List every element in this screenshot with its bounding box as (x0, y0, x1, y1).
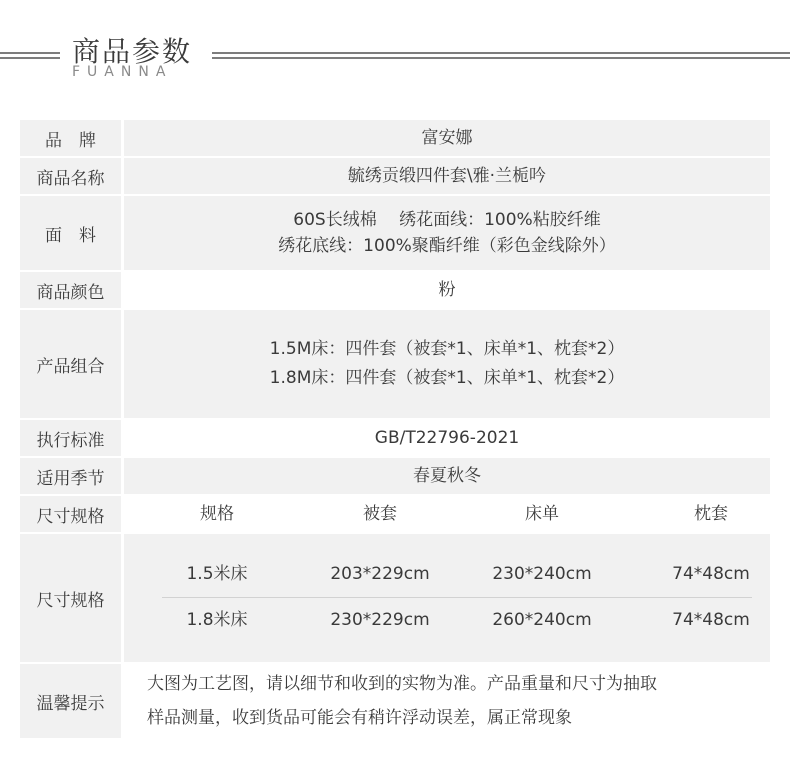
size-cell: 230*229cm (330, 610, 430, 630)
row-label: 温馨提示 (20, 664, 121, 738)
header-rule (212, 57, 790, 59)
row-value (124, 310, 770, 418)
tips-line: 大图为工艺图，请以细节和收到的实物为准。产品重量和尺寸为抽取 (147, 674, 657, 694)
row-label: 面 料 (20, 196, 121, 270)
row-standard (20, 420, 770, 456)
header-rule (0, 52, 60, 54)
size-column-header: 规格 (200, 504, 234, 524)
row-combination (20, 310, 770, 418)
row-value: 富安娜 (124, 120, 770, 156)
row-value: GB/T22796-2021 (124, 420, 770, 456)
size-values (124, 534, 770, 662)
fabric-line: 60S长绒棉 绣花面线：100%粘胶纤维 (293, 210, 601, 230)
row-size-values (20, 534, 770, 662)
row-value: 春夏秋冬 (124, 458, 770, 494)
row-color (20, 272, 770, 308)
row-value: 毓绣贡缎四件套\雅·兰栀吟 (124, 158, 770, 194)
row-season (20, 458, 770, 494)
row-label: 商品颜色 (20, 272, 121, 308)
row-label: 商品名称 (20, 158, 121, 194)
size-cell: 1.5米床 (186, 564, 248, 584)
row-value: 粉 (124, 272, 770, 308)
size-cell: 74*48cm (672, 564, 750, 584)
size-column-header: 被套 (363, 504, 397, 524)
size-row (124, 552, 770, 596)
row-label: 执行标准 (20, 420, 121, 456)
size-cell: 74*48cm (672, 610, 750, 630)
header-rule (0, 57, 60, 59)
row-product-name (20, 158, 770, 194)
row-size-header (20, 496, 770, 532)
header-rule (212, 52, 790, 54)
spec-table (20, 120, 770, 738)
row-label: 品 牌 (20, 120, 121, 156)
brand-subtitle: FUANNA (72, 64, 173, 80)
size-cell: 260*240cm (492, 610, 592, 630)
row-brand (20, 120, 770, 156)
size-cell: 1.8米床 (186, 610, 248, 630)
page-header (0, 0, 790, 100)
tips-line: 样品测量，收到货品可能会有稍许浮动误差，属正常现象 (147, 708, 572, 728)
combo-line: 1.5M床：四件套（被套*1、床单*1、枕套*2） (269, 339, 625, 359)
size-row (124, 598, 770, 642)
combo-line: 1.8M床：四件套（被套*1、床单*1、枕套*2） (269, 368, 625, 388)
size-cell: 203*229cm (330, 564, 430, 584)
row-label: 尺寸规格 (20, 496, 121, 532)
row-label: 产品组合 (20, 310, 121, 418)
size-column-header: 床单 (525, 504, 559, 524)
row-label: 适用季节 (20, 458, 121, 494)
fabric-line: 绣花底线：100%聚酯纤维（彩色金线除外） (278, 236, 616, 256)
size-column-header: 枕套 (694, 504, 728, 524)
row-tips (20, 664, 770, 738)
size-cell: 230*240cm (492, 564, 592, 584)
row-fabric (20, 196, 770, 270)
size-column-headers (124, 496, 770, 532)
tips-text (124, 664, 770, 738)
page-title: 商品参数 (72, 35, 193, 68)
row-value (124, 196, 770, 270)
row-label: 尺寸规格 (20, 534, 121, 662)
